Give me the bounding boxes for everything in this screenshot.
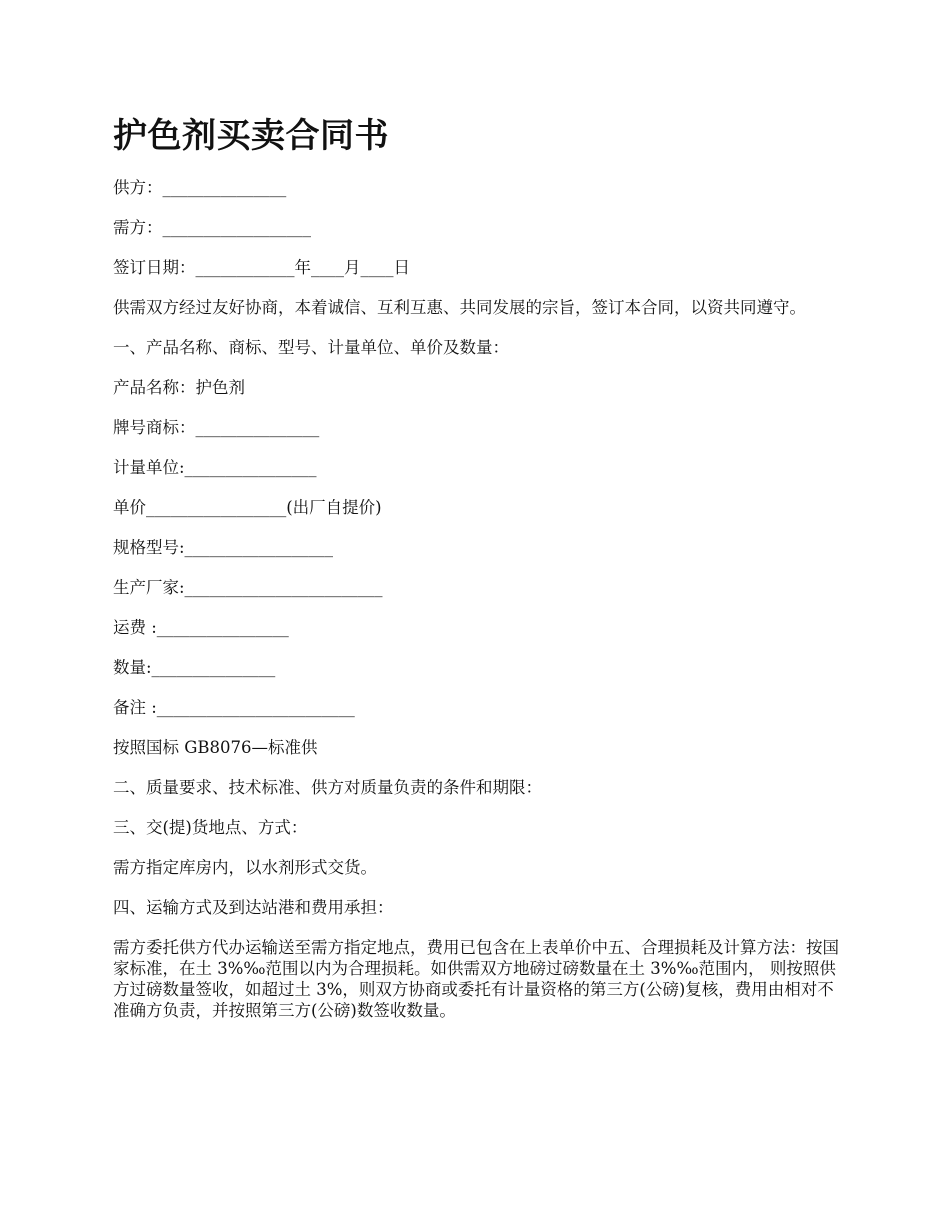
remarks-line: 备注 :________________________ — [113, 698, 355, 717]
signing-date-line: 签订日期：____________年____月____日 — [113, 258, 410, 277]
quantity-line: 数量:_______________ — [113, 658, 276, 677]
contract-document — [113, 108, 840, 1040]
brand-line: 牌号商标：_______________ — [113, 418, 320, 437]
unit-line: 计量单位:________________ — [113, 458, 317, 477]
supplier-line: 供方：_______________ — [113, 178, 287, 197]
standard-line: 按照国标 GB8076—标准供 — [113, 738, 318, 757]
section-4-heading: 四、运输方式及到达站港和费用承担： — [113, 898, 394, 917]
section-1-heading: 一、产品名称、商标、型号、计量单位、单价及数量： — [113, 338, 509, 357]
product-name-line: 产品名称：护色剂 — [113, 378, 245, 397]
preamble-paragraph: 供需双方经过友好协商，本着诚信、互利互惠、共同发展的宗旨，签订本合同，以资共同遵守。 — [113, 298, 806, 317]
transport-paragraph: 需方委托供方代办运输送至需方指定地点，费用已包含在上表单价中五、合理损耗及计算方法：按国家标准，在土 3%‰范围以内为合理损耗。如供需双方地磅过磅数量在土 3%‰范围内， 则按照供方过磅数量签收，如超过土 3%，则双方协商或委托有计量资格的第三方(公磅)复核，费用由相对不准确方负责，并按照第三方(公磅)数签收数量。 — [113, 938, 839, 1020]
delivery-paragraph: 需方指定库房内，以水剂形式交货。 — [113, 858, 377, 877]
buyer-line: 需方：__________________ — [113, 218, 311, 237]
section-3-heading: 三、交(提)货地点、方式： — [113, 818, 308, 837]
manufacturer-line: 生产厂家:________________________ — [113, 578, 383, 597]
document-title: 护色剂买卖合同书 — [113, 116, 389, 156]
spec-model-line: 规格型号:__________________ — [113, 538, 334, 557]
section-2-heading: 二、质量要求、技术标准、供方对质量负责的条件和期限： — [113, 778, 542, 797]
unit-price-line: 单价_________________(出厂自提价) — [113, 498, 382, 517]
freight-line: 运费 :________________ — [113, 618, 289, 637]
